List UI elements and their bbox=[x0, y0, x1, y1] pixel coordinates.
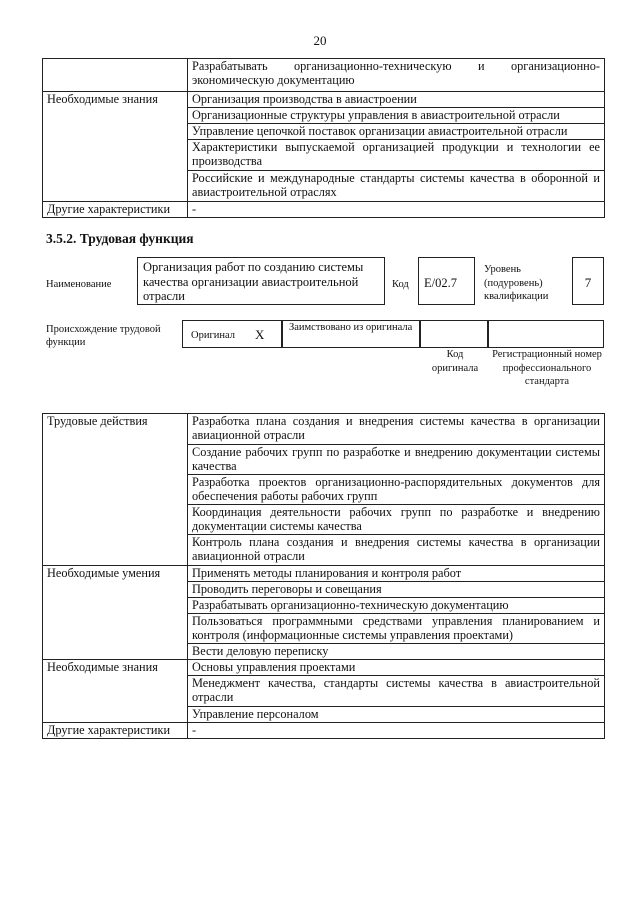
table-cell: Проводить переговоры и совещания bbox=[188, 582, 605, 598]
table-cell: Контроль плана создания и внедрения системы качества в организации авиационной отрасли bbox=[188, 535, 605, 566]
function-name: Организация работ по созданию системы качества организации авиастроительной отрасли bbox=[137, 257, 385, 305]
table-row-label: Другие характеристики bbox=[43, 202, 188, 218]
table-row-label: Необходимые знания bbox=[43, 660, 188, 723]
table-row-label: Трудовые действия bbox=[43, 414, 188, 566]
table-cell: Российские и международные стандарты системы качества в оборонной и авиастроительной отраслях bbox=[188, 171, 605, 202]
table-cell: Управление персоналом bbox=[188, 707, 605, 723]
page-number: 20 bbox=[313, 33, 327, 48]
table-cell: Характеристики выпускаемой организацией продукции и технологии ее производства bbox=[188, 140, 605, 171]
table-cell: Применять методы планирования и контроля работ bbox=[188, 566, 605, 582]
table-cell: Менеджмент качества, стандарты системы качества в авиастроительной отрасли bbox=[188, 676, 605, 707]
table-row-label: Необходимые знания bbox=[43, 92, 188, 202]
table-row-label: Необходимые умения bbox=[43, 566, 188, 660]
caption-reg: Регистрационный номер профессионального стандарта bbox=[492, 349, 602, 387]
code-value: E/02.7 bbox=[418, 257, 475, 305]
table-cell: Разрабатывать организационно-техническую и организационно-экономическую документацию bbox=[188, 59, 605, 92]
table-row-label: Другие характеристики bbox=[43, 723, 188, 739]
table-cell: Вести деловую переписку bbox=[188, 644, 605, 660]
level-value: 7 bbox=[572, 257, 604, 305]
origin-reg-box bbox=[488, 320, 604, 348]
main-table bbox=[42, 413, 605, 739]
table-cell: Организация производства в авиастроении bbox=[188, 92, 605, 108]
origin-code-box bbox=[420, 320, 488, 348]
caption-code: Код оригинала bbox=[431, 349, 479, 374]
table-cell: - bbox=[188, 202, 605, 218]
table-cell: Разработка проектов организационно-распорядительных документов для обеспечения работы рабочих групп bbox=[188, 475, 605, 505]
table-cell: Управление цепочкой поставок организации авиастроительной отрасли bbox=[188, 124, 605, 140]
code-label: Код bbox=[392, 279, 409, 290]
name-label: Наименование bbox=[46, 279, 112, 290]
table-cell: Разработка плана создания и внедрения системы качества в организации авиационной отрасли bbox=[188, 414, 605, 445]
table-cell: Создание рабочих групп по разработке и внедрению документации системы качества bbox=[188, 445, 605, 475]
top-table bbox=[42, 58, 605, 218]
original-label: Оригинал bbox=[191, 330, 235, 341]
table-cell: - bbox=[188, 723, 605, 739]
origin-label: Происхождение трудовой функции bbox=[46, 324, 161, 348]
table-cell: Пользоваться программными средствами управления планированием и контроля (информационные системы управления проектами) bbox=[188, 614, 605, 644]
table-cell: Основы управления проектами bbox=[188, 660, 605, 676]
original-mark: X bbox=[255, 327, 265, 342]
table-cell: Координация деятельности рабочих групп по разработке и внедрению документации системы качества bbox=[188, 505, 605, 535]
table-cell: Организационные структуры управления в авиастроительной отрасли bbox=[188, 108, 605, 124]
original-cell bbox=[182, 320, 282, 348]
table-cell: Разрабатывать организационно-техническую документацию bbox=[188, 598, 605, 614]
borrowed-label: Заимствовано из оригинала bbox=[282, 320, 420, 348]
section-title: 3.5.2. Трудовая функция bbox=[46, 231, 194, 246]
level-label: Уровень (подуровень) квалификации bbox=[484, 264, 549, 302]
table-row-label bbox=[43, 59, 188, 92]
